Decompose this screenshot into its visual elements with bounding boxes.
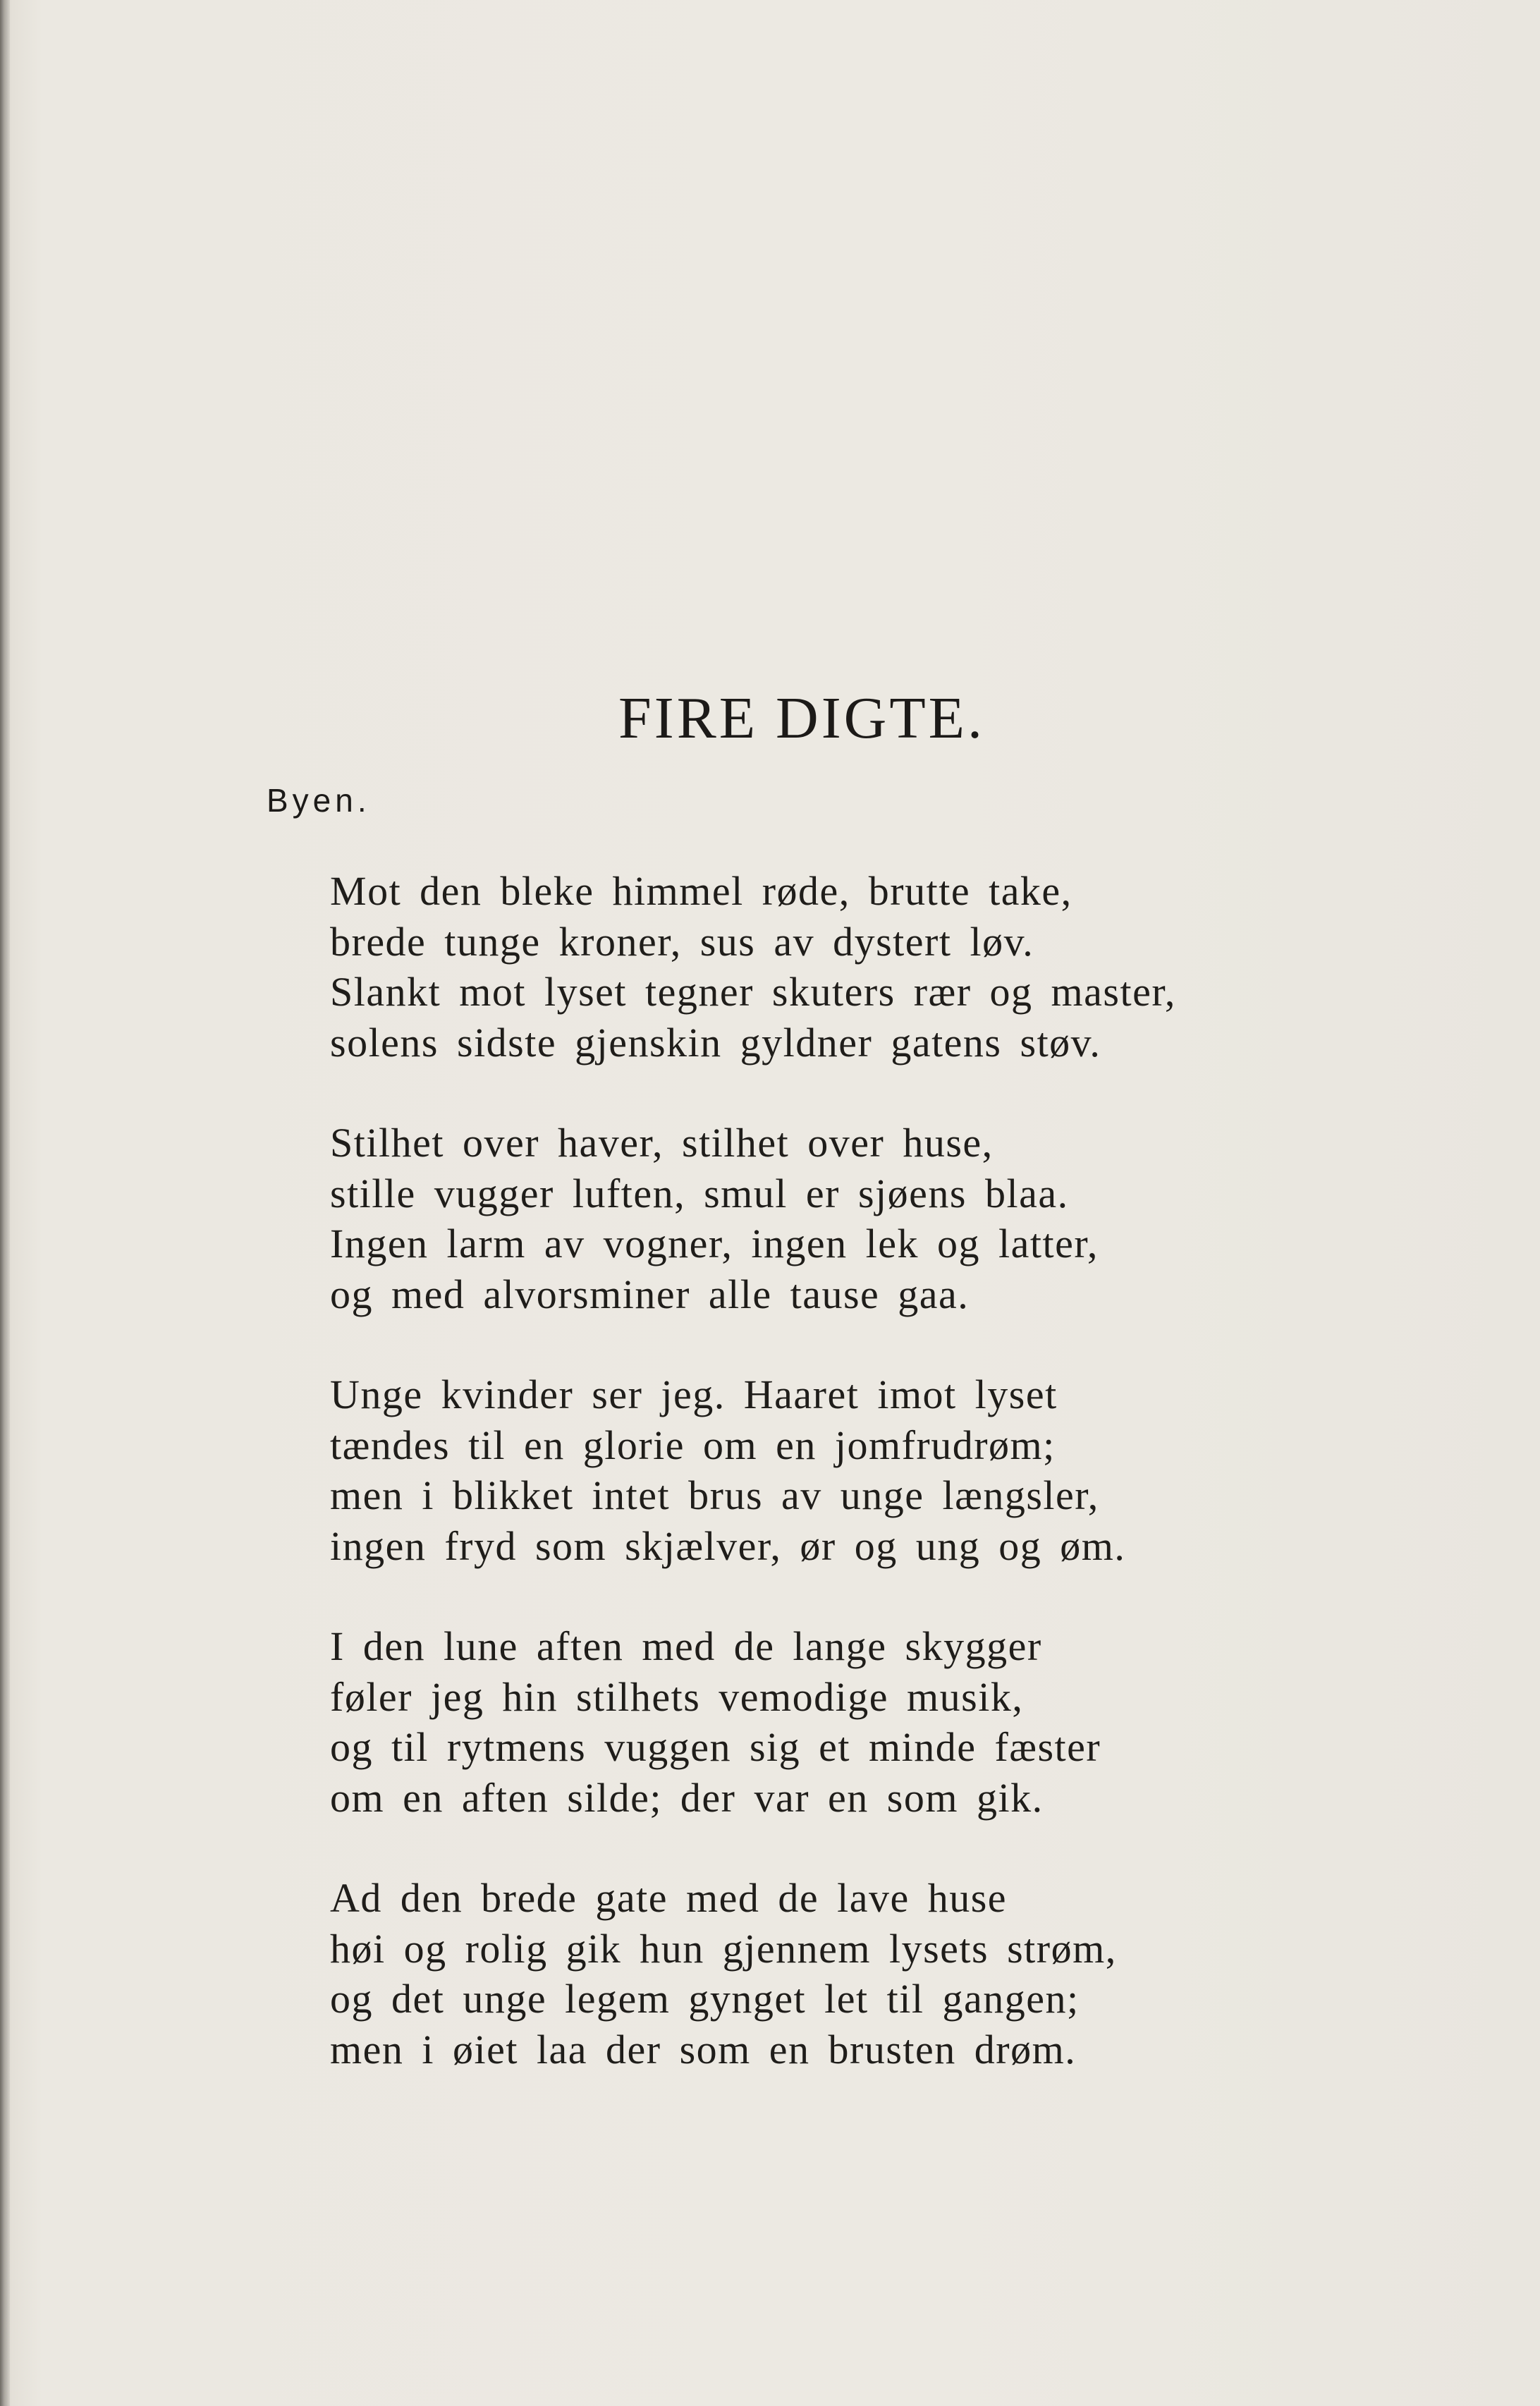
poem-line: Stilhet over haver, stilhet over huse,	[330, 1120, 994, 1166]
stanza	[330, 1873, 1430, 2075]
poem-line: og det unge legem gynget let til gangen;	[330, 1976, 1080, 2022]
poem-line: ingen fryd som skjælver, ør og ung og øm.	[330, 1522, 1126, 1569]
poem-line: brede tunge kroner, sus av dystert løv.	[330, 918, 1034, 965]
poem-line: I den lune aften med de lange skygger	[330, 1623, 1042, 1669]
stanza	[330, 1118, 1430, 1319]
poem-line: Slankt mot lyset tegner skuters rær og master,	[330, 969, 1176, 1015]
stanza	[330, 866, 1430, 1068]
poem-line: Mot den bleke himmel røde, brutte take,	[330, 868, 1072, 914]
stanza	[330, 1621, 1430, 1823]
page-title: FIRE DIGTE.	[618, 685, 985, 751]
poem-body	[330, 866, 1430, 2125]
poem-line: Ad den brede gate med de lave huse	[330, 1875, 1008, 1921]
poem-line: føler jeg hin stilhets vemodige musik,	[330, 1673, 1024, 1720]
poem-line: høi og rolig gik hun gjennem lysets strøm,	[330, 1925, 1117, 1972]
poem-line: og til rytmens vuggen sig et minde fæster	[330, 1724, 1101, 1770]
poem-line: og med alvorsminer alle tause gaa.	[330, 1271, 970, 1317]
poem-line: om en aften silde; der var en som gik.	[330, 1774, 1044, 1821]
poem-title: Byen.	[267, 782, 371, 819]
page-binding-edge	[0, 0, 10, 2406]
stanza	[330, 1369, 1430, 1571]
poem-line: Ingen larm av vogner, ingen lek og latter,	[330, 1221, 1099, 1266]
poem-line: Unge kvinder ser jeg. Haaret imot lyset	[330, 1372, 1058, 1417]
poem-line: men i blikket intet brus av unge længsler,	[330, 1472, 1099, 1518]
poem-line: tændes til en glorie om en jomfrudrøm;	[330, 1422, 1056, 1468]
poem-line: men i øiet laa der som en brusten drøm.	[330, 2026, 1077, 2072]
poem-line: solens sidste gjenskin gyldner gatens støv.	[330, 1019, 1101, 1065]
poem-line: stille vugger luften, smul er sjøens blaa.	[330, 1170, 1069, 1216]
